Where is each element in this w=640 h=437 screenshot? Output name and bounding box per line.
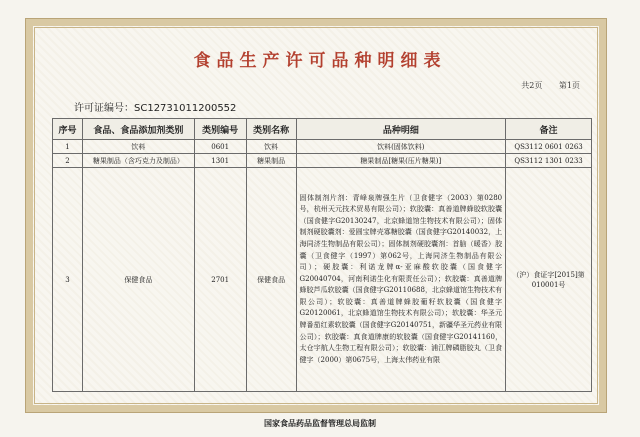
current-page: 第1页 xyxy=(558,81,580,90)
header-name: 类别名称 xyxy=(246,119,296,140)
cell-name: 保健食品 xyxy=(246,168,296,392)
document-title: 食品生产许可品种明细表 xyxy=(193,51,447,71)
cell-detail: 饮料(固体饮料) xyxy=(296,140,506,154)
header-category: 食品、食品添加剂类别 xyxy=(82,119,194,140)
table-header-row xyxy=(53,119,592,140)
header-note: 备注 xyxy=(506,119,592,140)
cell-code: 2701 xyxy=(194,168,246,392)
total-pages: 共2页 xyxy=(521,81,543,90)
table-row xyxy=(53,154,592,168)
issuer-footer: 国家食品药品监督管理总局监制 xyxy=(264,418,376,428)
cell-detail: 糖果制品[糖果(压片糖果)] xyxy=(296,154,506,168)
cell-category: 饮料 xyxy=(82,140,194,154)
cell-name: 糖果制品 xyxy=(246,154,296,168)
header-no: 序号 xyxy=(53,119,83,140)
license-label: 许可证编号： xyxy=(74,103,134,114)
header-detail: 品种明细 xyxy=(296,119,506,140)
cell-category: 保健食品 xyxy=(82,168,194,392)
cell-no: 1 xyxy=(53,140,83,154)
cell-note: （沪）食证字[2015]第010001号 xyxy=(506,168,592,392)
table-row xyxy=(53,140,592,154)
header-code: 类别编号 xyxy=(194,119,246,140)
cell-code: 1301 xyxy=(194,154,246,168)
cell-detail: 固体制剂片剂：青峰泉牌强生片（卫食健字（2003）第0280号，杭州天元技术贸易有限公司）；软胶囊：真善道牌蜂胶软胶囊（国食健字G20130247，北京蜂道馆生物技术有限公司）；固体制剂硬胶囊剂：爱圆宝牌壳寡糖胶囊（国食健字G20140032，上海同济生物制品有限公司）；固体制剂硬胶囊剂：首脑（暖香）胶囊（卫食健字（1997）第062号，上海同济生物制品有限公司）；硬胶囊：利诺龙牌α-亚麻酸软胶囊（国食健字G20040704，河南利诺生化有限责任公司）；软胶囊：真善道牌蜂胶芦瓜软胶囊（国食健字G20110688，北京蜂道馆生物技术有限公司）；软胶囊：真善道牌蜂胶葡籽软胶囊（国食健字G20120061，北京蜂道馆生物技术有限公司）；软胶囊：华圣元牌番茄红素软胶囊（国食健字G20140751，新疆华圣元药业有限公司）；软胶囊：真食道牌康的软胶囊（国食健字G20141160，太仓宇航人生物工程有限公司）；软胶囊：浦江牌磷脂胶丸（卫食健字（2000）第0675号，上海太伟药业有限 xyxy=(296,168,506,392)
table-row xyxy=(53,168,592,392)
cell-category: 糖果制品（含巧克力及制品） xyxy=(82,154,194,168)
cell-name: 饮料 xyxy=(246,140,296,154)
cell-code: 0601 xyxy=(194,140,246,154)
cell-no: 3 xyxy=(53,168,83,392)
cell-note: QS3112 0601 0263 xyxy=(506,140,592,154)
variety-detail-table xyxy=(52,118,592,392)
license-number: SC12731011200552 xyxy=(134,103,237,114)
cell-note: QS3112 1301 0233 xyxy=(506,154,592,168)
license-number-line xyxy=(74,99,236,114)
cell-no: 2 xyxy=(53,154,83,168)
page-info xyxy=(507,80,580,91)
